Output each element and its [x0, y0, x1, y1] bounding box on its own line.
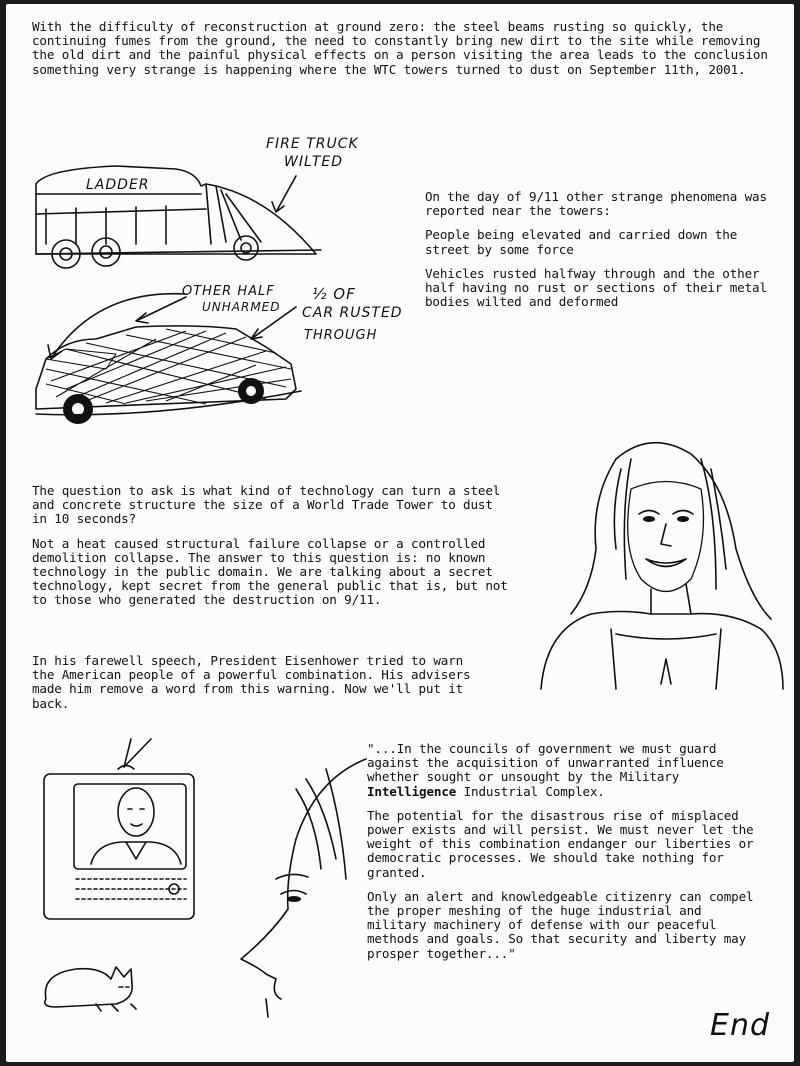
fire-truck-label-2: WILTED	[284, 154, 343, 170]
tv-drawing	[36, 734, 206, 924]
intro-text: With the difficulty of reconstruction at ground zero: the steel beams rusting so quickly, the continuing fumes from the ground, the need to constantly bring new dirt to the site while removing the old dirt and the painful physical effects on a person visiting the area leads to the conclusion something very strange is happening where the WTC towers turned to dust on September 11th, 2001.	[32, 19, 768, 77]
quote-p1-end: Industrial Complex.	[456, 783, 605, 799]
other-half-label-2: UNHARMED	[202, 300, 281, 314]
question-p1: The question to ask is what kind of technology can turn a steel and concrete structure the size of a World Trade Tower to dust in 10 seconds?	[32, 483, 501, 527]
quote-p1-start: "...In the councils of government we must guard against the acquisition of unwarranted influence whether sought or unsought by the Military	[367, 741, 724, 785]
other-half-label-1: OTHER HALF	[182, 284, 275, 299]
question-p2: Not a heat caused structural failure collapse or a controlled demolition collapse. The answer to this question is: no known technology in the public domain. We are talking about a secret technology, kept secret from the general public that is, but not to those who generated the destruction on 9/11.	[32, 535, 508, 608]
end-signature	[706, 999, 786, 1049]
phenomena-text	[425, 190, 770, 319]
car-rusted-label-3: THROUGH	[304, 328, 378, 343]
question-text	[32, 484, 512, 618]
end-signature-text: End	[710, 1008, 771, 1043]
rusted-car-drawing	[6, 269, 426, 454]
ladder-label: LADDER	[86, 177, 150, 193]
comic-page	[6, 4, 794, 1062]
woman-portrait-drawing	[521, 429, 791, 704]
quote-p3: Only an alert and knowledgeable citizenry can compel the proper meshing of the huge industrial and military machinery of defense with our peaceful methods and goals. So that security and liberty may prosper together..."	[367, 888, 754, 961]
eisenhower-text	[32, 654, 492, 721]
quote-intelligence-word: Intelligence	[367, 783, 457, 799]
car-rusted-label-2: CAR RUSTED	[302, 305, 403, 321]
phenomena-p3: Vehicles rusted halfway through and the other half having no rust or sections of their metal bodies wilted and deformed	[425, 265, 767, 310]
eisenhower-paragraph: In his farewell speech, President Eisenhower tried to warn the American people of a powerful combination. His advisers made him remove a word from this warning. Now we'll put it back.	[32, 653, 471, 711]
fire-truck-drawing	[6, 124, 406, 284]
phenomena-p2: People being elevated and carried down the street by some force	[425, 227, 738, 257]
phenomena-p1: On the day of 9/11 other strange phenomena was reported near the towers:	[425, 189, 767, 219]
fire-truck-label-1: FIRE TRUCK	[266, 136, 359, 152]
quote-p1	[367, 742, 767, 799]
eisenhower-quote	[367, 742, 767, 971]
car-rusted-label-1: ½ OF	[312, 285, 356, 303]
quote-p2: The potential for the disastrous rise of misplaced power exists and will persist. We must never let the weight of this combination endanger our liberties or democratic processes. We should take nothing for granted.	[367, 807, 754, 880]
cat-drawing	[36, 949, 146, 1019]
profile-face-drawing	[226, 759, 376, 1019]
intro-paragraph	[32, 20, 768, 87]
